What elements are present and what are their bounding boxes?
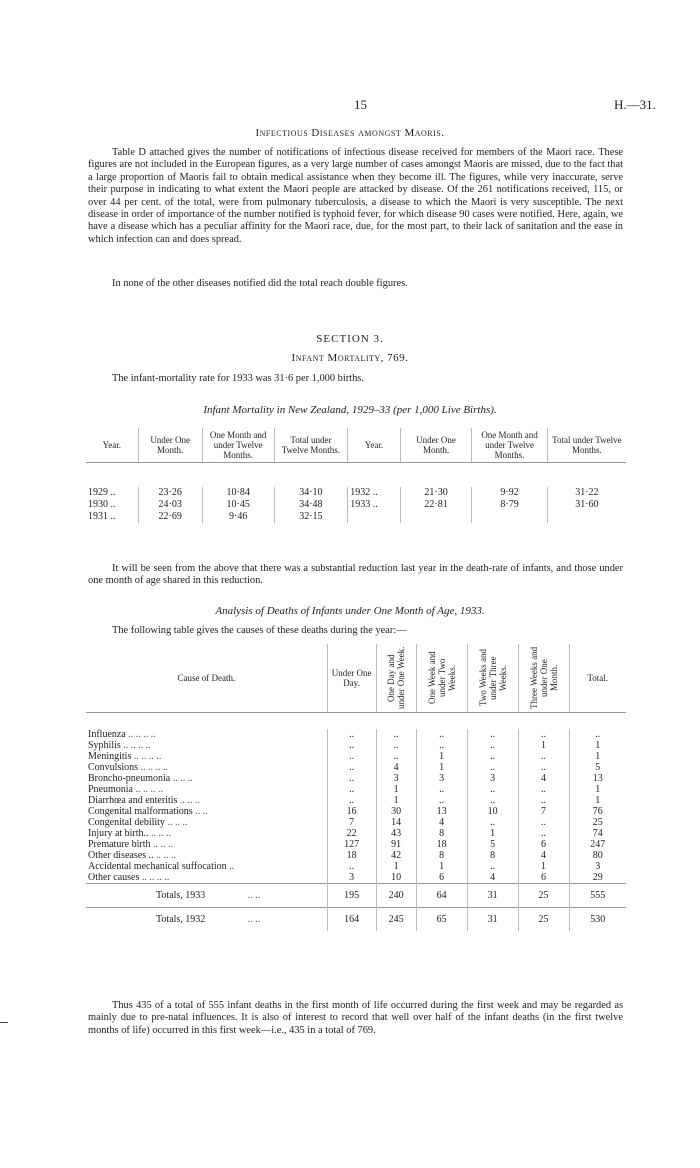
section-subtitle: Infant Mortality, 769. <box>291 352 409 364</box>
table-row: Influenza .. .. .. .. .. .. .. .. .. .. <box>86 729 626 740</box>
col-month-twelve: One Month and under Twelve Months. <box>202 428 274 463</box>
paragraph-causes-intro: The following table gives the causes of these deaths during the year:— <box>112 625 407 636</box>
paragraph-infectious: Table D attached gives the number of notifications of infectious disease received for members of the Maori race. These figures are not included in the European figures, as a very large number of cases amongst Maoris are missed, due to the fact that a large proportion of Maoris fail to obtain medical assistance when they become ill. The figures, while very inaccurate, serve their purpose in indicating to what extent the Maori people are attacked by disease. Of the 261 notifications received, 115, or over 44 per cent. of the total, were from pulmonary tuberculosis, a disease to which the Maori is very susceptible. The next disease in order of importance of the number notified is typhoid fever, for which disease 90 cases were notified. Here, again, we have a disease which has a peculiar affinity for the Maori race, due, for the most part, to their lack of sanitation and the ease in which infection can and does spread. <box>88 147 623 245</box>
table-row: Convulsions .. .. .. .. .. 4 1 .. .. 5 <box>86 762 626 773</box>
margin-mark <box>0 1022 8 1023</box>
table-row: Other causes .. .. .. .. 3 10 6 4 6 29 <box>86 872 626 884</box>
col-three-month: Three Weeks and under One Month. <box>518 644 569 713</box>
table-row: 1929 .. 23·26 10·84 34·10 1932 .. 21·30 9·92 31·22 <box>86 487 626 499</box>
table-title-infant-mortality: Infant Mortality in New Zealand, 1929–33 (per 1,000 Live Births). <box>203 404 497 416</box>
table-row: Broncho-pneumonia .. .. .. .. 3 3 3 4 13 <box>86 773 626 784</box>
table-title-analysis: Analysis of Deaths of Infants under One Month of Age, 1933. <box>215 605 485 617</box>
table-row: Premature birth .. .. .. 127 91 18 5 6 247 <box>86 839 626 850</box>
document-reference: H.—31. <box>614 97 656 112</box>
page-number: 15 <box>354 97 367 112</box>
causes-of-death-table <box>86 644 626 931</box>
paragraph-reduction: It will be seen from the above that there was a substantial reduction last year in the death-rate of infants, and those under one month of age shared in this reduction. <box>88 563 623 587</box>
table-row: Syphilis .. .. .. .. .. .. .. .. 1 1 <box>86 740 626 751</box>
table-row: Injury at birth.. .. .. .. 22 43 8 1 .. 74 <box>86 828 626 839</box>
col-day-week: One Day and under One Week. <box>376 644 416 713</box>
table-row: Congenital debility .. .. .. 7 14 4 .. .. 25 <box>86 817 626 828</box>
col-cause: Cause of Death. <box>86 644 327 713</box>
col-under-day: Under One Day. <box>327 644 376 713</box>
col-week-two: One Week and under Two Weeks. <box>416 644 467 713</box>
col-under-month: Under One Month. <box>138 428 202 463</box>
col-under-month-2: Under One Month. <box>400 428 472 463</box>
table-row: Accidental mechanical suffocation .. .. 1 1 .. 1 3 <box>86 861 626 872</box>
totals-row: Totals, 1933 .. .. 195 240 64 31 25 555 <box>86 884 626 908</box>
infant-mortality-table <box>86 428 626 531</box>
col-total: Total. <box>569 644 626 713</box>
table-row: 1931 .. 22·69 9·46 32·15 <box>86 511 626 523</box>
section-title: SECTION 3. <box>316 333 384 345</box>
col-total-twelve: Total under Twelve Months. <box>274 428 348 463</box>
paragraph-other-diseases: In none of the other diseases notified did the total reach double figures. <box>112 278 408 289</box>
table-row: Pneumonia .. .. .. .. .. 1 .. .. .. 1 <box>86 784 626 795</box>
table-row: Other diseases .. .. .. .. 18 42 8 8 4 80 <box>86 850 626 861</box>
totals-row: Totals, 1932 .. .. 164 245 65 31 25 530 <box>86 908 626 932</box>
table-row: Meningitis .. .. .. .. .. .. 1 .. .. 1 <box>86 751 626 762</box>
section-heading-infectious: Infectious Diseases amongst Maoris. <box>255 127 445 139</box>
table-row: 1930 .. 24·03 10·45 34·48 1933 .. 22·81 8·79 31·60 <box>86 499 626 511</box>
col-month-twelve-2: One Month and under Twelve Months. <box>472 428 547 463</box>
col-year: Year. <box>86 428 138 463</box>
col-year-2: Year. <box>348 428 401 463</box>
paragraph-rate: The infant-mortality rate for 1933 was 31·6 per 1,000 births. <box>112 373 364 384</box>
col-two-three: Two Weeks and under Three Weeks. <box>467 644 518 713</box>
table-row: Congenital malformations .. .. 16 30 13 10 7 76 <box>86 806 626 817</box>
col-total-twelve-2: Total under Twelve Months. <box>547 428 626 463</box>
table-row: Diarrhœa and enteritis .. .. .. .. 1 .. .. .. 1 <box>86 795 626 806</box>
paragraph-closing: Thus 435 of a total of 555 infant deaths in the first month of life occurred during the first week and may be regarded as mainly due to pre-natal influences. It is also of interest to record that well over half of the infant deaths (in the first twelve months of life) occurred in this first week—i.e., 435 in a total of 769. <box>88 1000 623 1036</box>
